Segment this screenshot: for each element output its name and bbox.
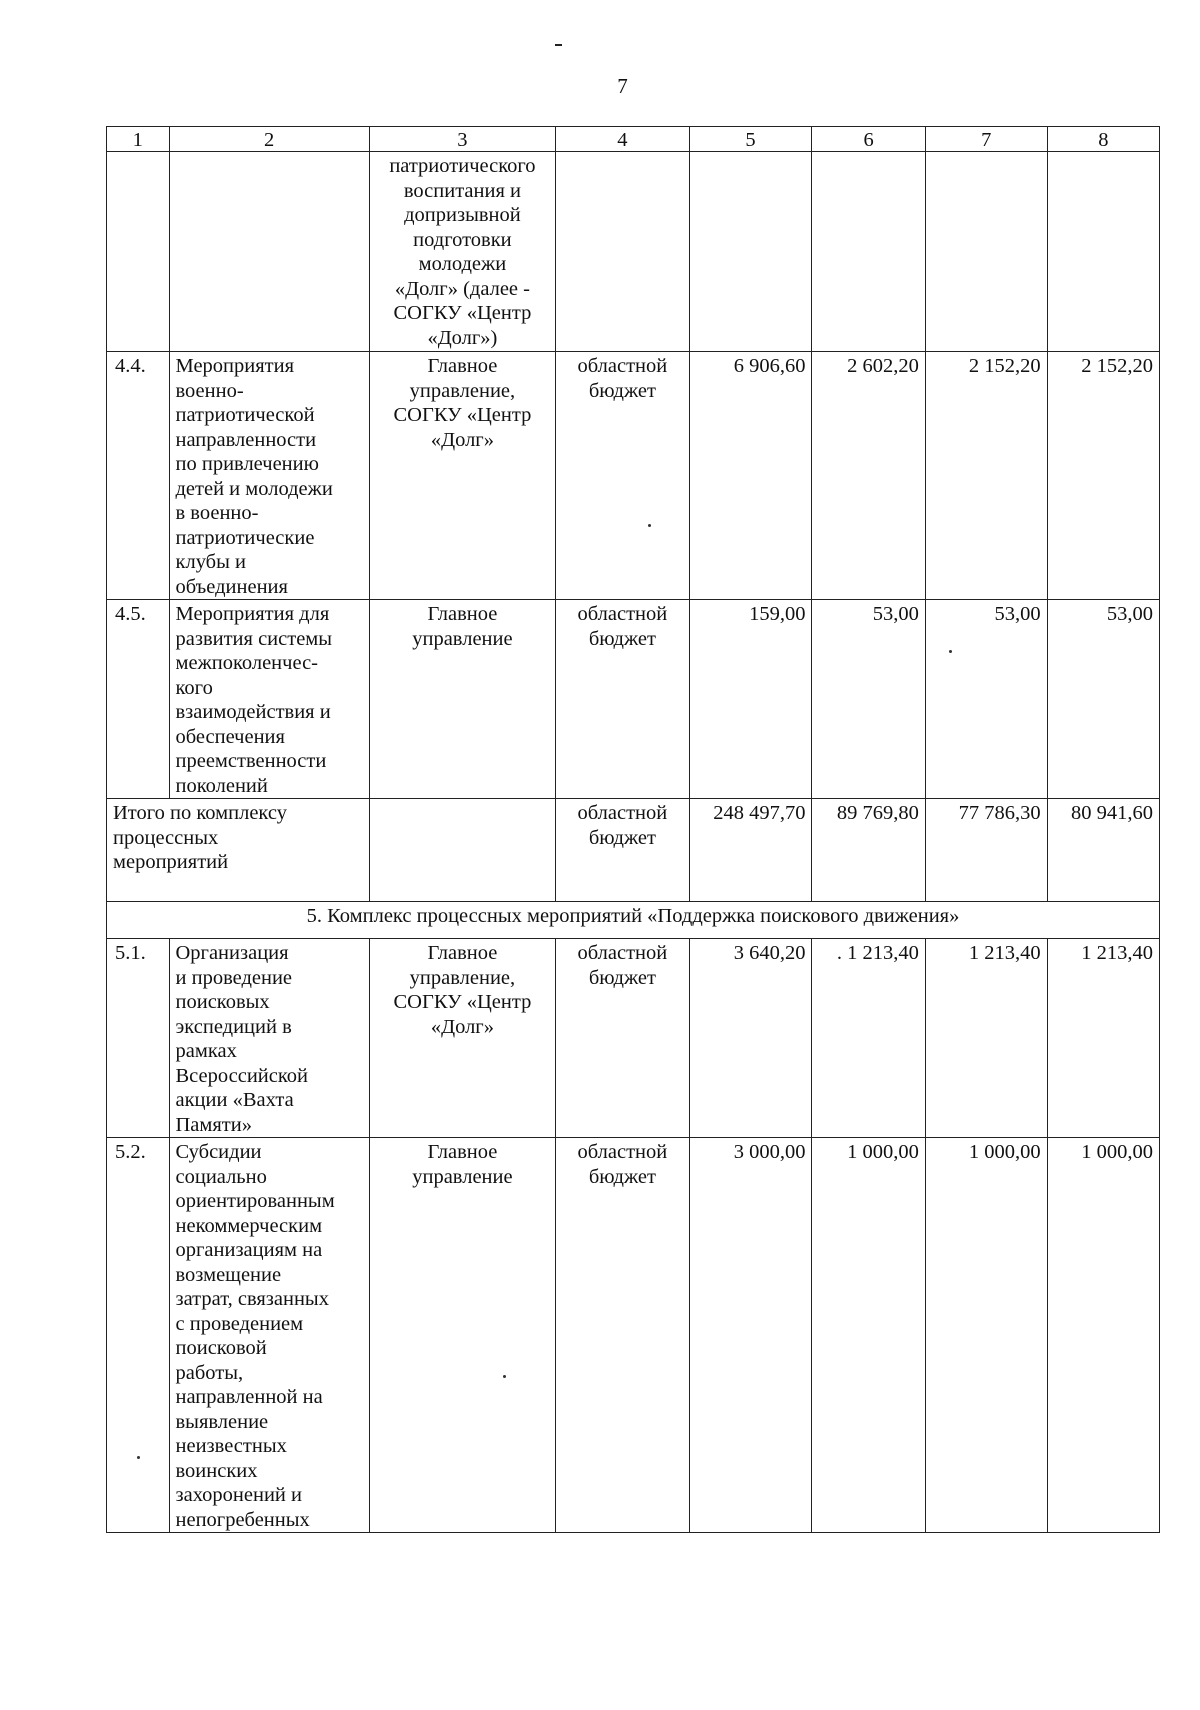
page-number: 7 — [617, 74, 628, 98]
row-number: 4.5. — [107, 600, 170, 799]
amount-year-2: 77 786,30 — [925, 799, 1047, 902]
executor-cell: Главное управление — [369, 600, 555, 799]
amount-year-3: 1 213,40 — [1047, 939, 1159, 1138]
amount-year-1: 1 000,00 — [812, 1138, 925, 1533]
scan-speck — [503, 1375, 506, 1378]
executor-cell: Главное управление — [369, 1138, 555, 1533]
header-cell: 3 — [369, 127, 555, 152]
table-row — [107, 939, 1160, 1138]
scan-speck — [648, 524, 651, 527]
activity-name: Мероприятия военно- патриотической направленности по привлечению детей и молодежи в военно- патриотические клубы и объединения — [169, 352, 369, 600]
table-row — [107, 152, 1160, 352]
funding-source: областной бюджет — [556, 799, 689, 902]
row-number: 4.4. — [107, 352, 170, 600]
amount-year-3: 53,00 — [1047, 600, 1159, 799]
table-row — [107, 352, 1160, 600]
executor-cell: Главное управление, СОГКУ «Центр «Долг» — [369, 939, 555, 1138]
amount-year-1: 53,00 — [812, 600, 925, 799]
executor-cell: патриотического воспитания и допризывной подготовки молодежи «Долг» (далее - СОГКУ «Центр «Долг») — [369, 152, 555, 352]
amount-total: 3 000,00 — [689, 1138, 812, 1533]
section-title: 5. Комплекс процессных мероприятий «Поддержка поискового движения» — [107, 902, 1160, 939]
header-row — [107, 127, 1160, 152]
activity-name: Мероприятия для развития системы межпоколенчес- кого взаимодействия и обеспечения преемственности поколений — [169, 600, 369, 799]
executor-cell: Главное управление, СОГКУ «Центр «Долг» — [369, 352, 555, 600]
activity-name: Организация и проведение поисковых экспедиций в рамках Всероссийской акции «Вахта Памяти» — [169, 939, 369, 1138]
amount-year-1: 2 602,20 — [812, 352, 925, 600]
amount-total: 3 640,20 — [689, 939, 812, 1138]
scan-mark — [555, 44, 562, 46]
section-heading-row — [107, 902, 1160, 939]
table-row — [107, 600, 1160, 799]
row-number: 5.2. — [107, 1138, 170, 1533]
header-cell: 2 — [169, 127, 369, 152]
amount-year-2: 2 152,20 — [925, 352, 1047, 600]
header-cell: 8 — [1047, 127, 1159, 152]
header-cell: 6 — [812, 127, 925, 152]
header-cell: 4 — [556, 127, 689, 152]
table-row — [107, 1138, 1160, 1533]
header-cell: 7 — [925, 127, 1047, 152]
amount-year-2: 53,00 — [925, 600, 1047, 799]
amount-total: 159,00 — [689, 600, 812, 799]
amount-year-1: . 1 213,40 — [812, 939, 925, 1138]
amount-year-2: 1 000,00 — [925, 1138, 1047, 1533]
amount-year-2: 1 213,40 — [925, 939, 1047, 1138]
funding-source: областной бюджет — [556, 939, 689, 1138]
amount-total: 6 906,60 — [689, 352, 812, 600]
amount-year-3: 1 000,00 — [1047, 1138, 1159, 1533]
budget-table — [106, 126, 1160, 1533]
scan-speck — [137, 1456, 140, 1459]
amount-year-3: 80 941,60 — [1047, 799, 1159, 902]
scan-speck — [949, 650, 952, 653]
total-row — [107, 799, 1160, 902]
funding-source: областной бюджет — [556, 1138, 689, 1533]
header-cell: 5 — [689, 127, 812, 152]
amount-year-1: 89 769,80 — [812, 799, 925, 902]
funding-source: областной бюджет — [556, 352, 689, 600]
total-label: Итого по комплексу процессных мероприятий — [107, 799, 370, 902]
amount-total: 248 497,70 — [689, 799, 812, 902]
header-cell: 1 — [107, 127, 170, 152]
row-number: 5.1. — [107, 939, 170, 1138]
amount-year-3: 2 152,20 — [1047, 352, 1159, 600]
funding-source: областной бюджет — [556, 600, 689, 799]
activity-name: Субсидии социально ориентированным некоммерческим организациям на возмещение затрат, связанных с проведением поисковой работы, направленной на выявление неизвестных воинских захоронений и непогребенных — [169, 1138, 369, 1533]
